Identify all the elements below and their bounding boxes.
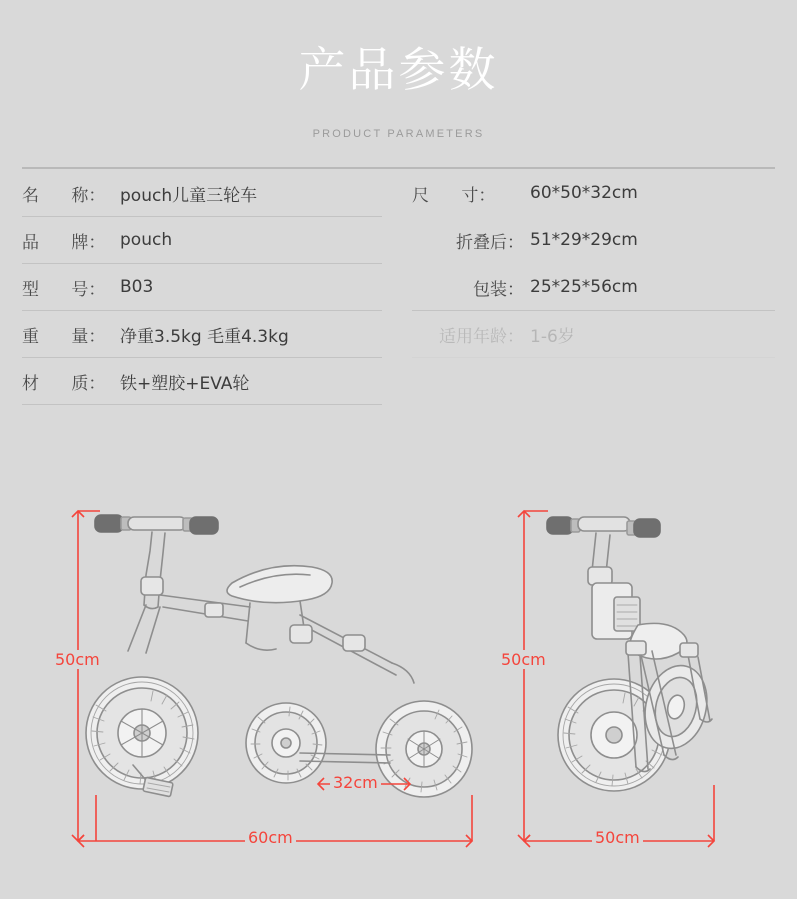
spec-value: 净重3.5kg 毛重4.3kg [120, 326, 289, 347]
spec-label: 型 号： [22, 279, 106, 300]
spec-label: 材 质： [22, 373, 106, 394]
left-view-height-label: 50cm [52, 650, 103, 669]
page-subtitle: PRODUCT PARAMETERS [312, 128, 485, 140]
spec-value: 1-6岁 [530, 326, 575, 347]
tricycle-line-drawings [0, 455, 797, 899]
spec-label: 重 量： [22, 326, 106, 347]
spec-table [22, 170, 775, 410]
spec-value: pouch儿童三轮车 [120, 185, 258, 206]
table-row [22, 264, 382, 311]
spec-label: 折叠后： [456, 232, 524, 253]
table-row [22, 217, 382, 264]
table-row [412, 264, 775, 311]
page-title: 产品参数 [298, 43, 499, 98]
left-view-width-label: 60cm [245, 828, 296, 847]
spec-label: 品 牌： [22, 232, 106, 253]
spec-value: B03 [120, 277, 154, 297]
left-view-depth-label: 32cm [330, 773, 381, 792]
table-row [22, 358, 382, 405]
spec-column-right [412, 170, 775, 358]
product-dimension-figure [0, 455, 797, 899]
table-row [412, 170, 775, 217]
spec-label: 名 称： [22, 185, 106, 206]
right-view-height-label: 50cm [498, 650, 549, 669]
spec-value: 25*25*56cm [530, 277, 638, 297]
spec-value: 铁+塑胶+EVA轮 [120, 373, 250, 394]
header-divider [22, 167, 775, 169]
spec-value: pouch [120, 230, 173, 250]
table-row [22, 170, 382, 217]
table-row [412, 217, 775, 264]
table-row [22, 311, 382, 358]
spec-column-left [22, 170, 382, 405]
spec-value: 51*29*29cm [530, 230, 638, 250]
spec-label: 包装： [473, 279, 524, 300]
spec-label: 尺 寸： [412, 185, 496, 206]
table-row [412, 311, 775, 358]
spec-value: 60*50*32cm [530, 183, 638, 203]
spec-label: 适用年龄： [439, 326, 524, 347]
right-view-width-label: 50cm [592, 828, 643, 847]
